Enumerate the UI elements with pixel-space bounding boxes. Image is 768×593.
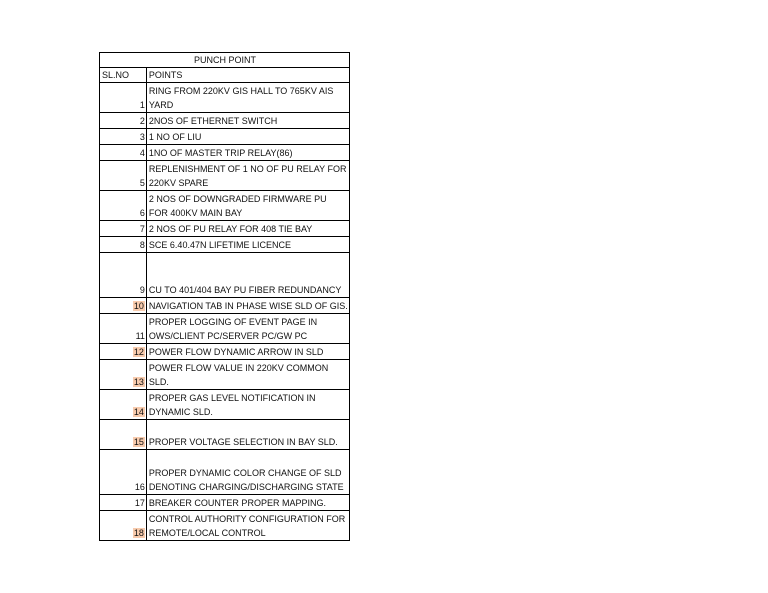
point-text-cell: 2 NOS OF PU RELAY FOR 408 TIE BAY: [146, 221, 349, 237]
sl-no-value: 15: [133, 437, 144, 447]
sl-no-cell: [100, 420, 147, 450]
sl-no-cell: [100, 129, 147, 145]
point-text-cell: 2 NOS OF DOWNGRADED FIRMWARE PU FOR 400KV MAIN BAY: [146, 191, 349, 221]
table-row: [100, 221, 350, 237]
point-text-cell: 1 NO OF LIU: [146, 129, 349, 145]
table-row: [100, 495, 350, 511]
sl-no-value: 5: [139, 178, 145, 188]
sl-no-cell: [100, 450, 147, 495]
sl-no-cell: [100, 495, 147, 511]
sl-no-value: 9: [139, 285, 145, 295]
sl-no-value: 16: [134, 482, 145, 492]
point-text-cell: SCE 6.40.47N LIFETIME LICENCE: [146, 237, 349, 253]
table-row: [100, 390, 350, 420]
point-text-cell: CONTROL AUTHORITY CONFIGURATION FOR REMOTE/LOCAL CONTROL: [146, 511, 349, 541]
sl-no-value: 14: [133, 407, 144, 417]
table-title: PUNCH POINT: [100, 53, 350, 68]
table-row: [100, 360, 350, 390]
header-sl-no: SL.NO: [100, 68, 147, 83]
point-text-cell: PROPER GAS LEVEL NOTIFICATION IN DYNAMIC SLD.: [146, 390, 349, 420]
sl-no-value: 3: [139, 132, 145, 142]
table-row: [100, 161, 350, 191]
table-row: [100, 298, 350, 314]
table-title-row: [100, 53, 350, 68]
sl-no-cell: [100, 221, 147, 237]
sl-no-cell: [100, 113, 147, 129]
sl-no-value: 18: [133, 528, 144, 538]
sl-no-cell: [100, 360, 147, 390]
table-row: [100, 129, 350, 145]
table-row: [100, 450, 350, 495]
table-row: [100, 511, 350, 541]
point-text-cell: PROPER VOLTAGE SELECTION IN BAY SLD.: [146, 420, 349, 450]
table-row: [100, 237, 350, 253]
point-text-cell: POWER FLOW DYNAMIC ARROW IN SLD: [146, 344, 349, 360]
point-text-cell: RING FROM 220KV GIS HALL TO 765KV AIS YARD: [146, 83, 349, 113]
table-row: [100, 253, 350, 298]
table-header-row: [100, 68, 350, 83]
point-text-cell: NAVIGATION TAB IN PHASE WISE SLD OF GIS.: [146, 298, 349, 314]
sl-no-cell: [100, 390, 147, 420]
header-points: POINTS: [146, 68, 349, 83]
sl-no-cell: [100, 298, 147, 314]
sl-no-cell: [100, 83, 147, 113]
table-row: [100, 344, 350, 360]
sl-no-value: 8: [139, 240, 145, 250]
sl-no-cell: [100, 253, 147, 298]
point-text-cell: CU TO 401/404 BAY PU FIBER REDUNDANCY: [146, 253, 349, 298]
point-text-cell: BREAKER COUNTER PROPER MAPPING.: [146, 495, 349, 511]
sl-no-value: 11: [135, 331, 145, 341]
sl-no-value: 17: [134, 498, 145, 508]
table-row: [100, 145, 350, 161]
point-text-cell: 2NOS OF ETHERNET SWITCH: [146, 113, 349, 129]
point-text-cell: 1NO OF MASTER TRIP RELAY(86): [146, 145, 349, 161]
sl-no-cell: [100, 511, 147, 541]
point-text-cell: REPLENISHMENT OF 1 NO OF PU RELAY FOR 220KV SPARE: [146, 161, 349, 191]
table-row: [100, 113, 350, 129]
point-text-cell: PROPER LOGGING OF EVENT PAGE IN OWS/CLIENT PC/SERVER PC/GW PC: [146, 314, 349, 344]
table-row: [100, 191, 350, 221]
sl-no-value: 12: [133, 347, 144, 357]
point-text-cell: PROPER DYNAMIC COLOR CHANGE OF SLD DENOTING CHARGING/DISCHARGING STATE: [146, 450, 349, 495]
table-row: [100, 420, 350, 450]
sl-no-value: 13: [133, 377, 144, 387]
table-row: [100, 83, 350, 113]
point-text-cell: POWER FLOW VALUE IN 220KV COMMON SLD.: [146, 360, 349, 390]
sl-no-cell: [100, 344, 147, 360]
sl-no-value: 1: [139, 100, 145, 110]
sl-no-value: 7: [139, 224, 145, 234]
sl-no-value: 4: [139, 148, 145, 158]
sl-no-value: 10: [133, 301, 144, 311]
sl-no-cell: [100, 237, 147, 253]
sl-no-cell: [100, 191, 147, 221]
table-row: [100, 314, 350, 344]
sl-no-value: 6: [139, 208, 145, 218]
sl-no-cell: [100, 314, 147, 344]
sl-no-cell: [100, 145, 147, 161]
sl-no-value: 2: [139, 116, 145, 126]
sl-no-cell: [100, 161, 147, 191]
punch-point-table: [99, 52, 350, 541]
